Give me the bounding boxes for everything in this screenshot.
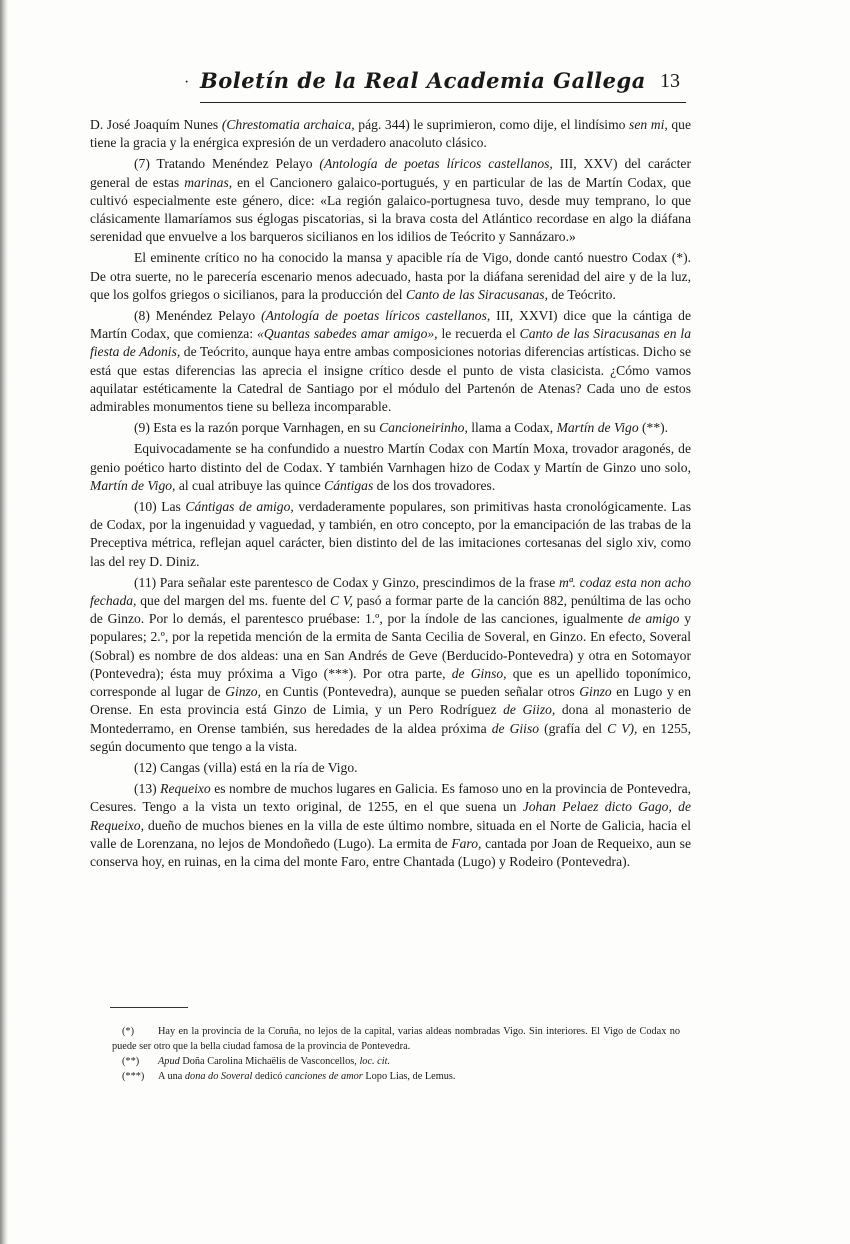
paragraph xyxy=(90,759,691,777)
paragraph xyxy=(90,249,691,304)
text-run: en Lugo y en Orense. En esta provincia está Ginzo de Limia, y un Pero Rodríguez xyxy=(90,684,691,718)
text-run: Doña Carolina Michaëlis de Vasconcellos, xyxy=(179,1056,360,1067)
paragraph xyxy=(90,440,691,495)
text-run: pasó a formar parte de la canción 882, penúltima de las ocho de Ginzo. Por lo demás, el parentesco pruébase: 1.º, por la índole de las canciones, igualmente xyxy=(90,593,691,627)
paragraph xyxy=(90,307,691,416)
text-run: dona al monasterio de Montederramo, en Orense también, sus heredades de la aldea próxima xyxy=(90,702,692,736)
italic-text: Ginzo, xyxy=(225,684,262,700)
text-run: (8) Menéndez Pelayo xyxy=(134,308,262,324)
header-dot: · xyxy=(184,74,190,91)
text-run: cantada por Joan de Requeixo, aun se conserva hoy, en ruinas, en la cima del monte Faro, entre Chantada (Lugo) y Rodeiro (Pontevedra). xyxy=(90,835,691,869)
text-run: en el Cancionero galaico-portugués, y en particular de las de Martín Codax, que cultivó especialmente este género, dice: «La región galaico-portugnesa tuvo, desde muy temprano, lo que clásicamente llamaríamos sus églogas piscatorias, si la brava costa del Atlántico recordase en algo la diáfana serenidad que envuelve a los barqueros sicilianos en los idilios de Teócrito y Sannázaro.» xyxy=(90,174,691,245)
italic-text: marinas, xyxy=(184,174,233,190)
text-run: (grafía del xyxy=(539,720,608,736)
footnote-rule xyxy=(110,1007,188,1008)
text-run: Equivocadamente se ha confundido a nuestro Martín Codax con Martín Moxa, trovador aragonés, de genio poético harto distinto del de Codax. Y también Varnhagen hizo de Codax y Martín de Ginzo uno solo, xyxy=(90,441,691,475)
text-run: le recuerda el xyxy=(437,326,520,342)
italic-text: Faro, xyxy=(451,835,482,851)
italic-text: Martín de Vigo xyxy=(556,420,639,436)
italic-text: de Giizo, xyxy=(503,702,556,718)
footnote xyxy=(112,1054,680,1069)
text-run: de Teócrito, aunque haya entre ambas composiciones notorias diferencias artísticas. Dicho se está que estas diferencias las aprecia el insigne crítico desde el punto de vista clasicista. ¿Cómo vamos aquilatar estéticamente la Catedral de Santiago por el módulo del Partenón de Atenas? Cada uno de estos admirables monumentos tiene su belleza incomparable. xyxy=(90,344,691,415)
journal-title: Boletín de la Real Academia Gallega xyxy=(200,68,646,93)
italic-text: (Antología de poetas líricos castellanos, xyxy=(319,156,553,172)
text-run: verdaderamente populares, son primitivas hasta cronológicamente. Las de Codax, por la ingenuidad y vaguedad, y también, en otro concepto, por la emancipación de las trabas de la Preceptiva métrica, reflejan aquel carácter, bien distinto del de las imitaciones cortesanas del siglo xiv, como las del rey D. Diniz. xyxy=(90,499,691,569)
paragraph xyxy=(90,116,691,152)
italic-text: sen mi, xyxy=(629,117,668,132)
footnote xyxy=(112,1024,680,1054)
italic-text: loc. cit. xyxy=(359,1056,391,1067)
italic-text: (Antología de poetas líricos castellanos, xyxy=(261,308,491,324)
italic-text: Cántigas xyxy=(324,477,374,493)
text-run: que tiene la gracia y la enérgica expresión de un verdadero anacoluto clásico. xyxy=(90,117,691,151)
footnotes xyxy=(112,1024,680,1084)
text-run: III, XXV) del carácter general de estas xyxy=(90,156,691,190)
text-run: al cual atribuye las quince xyxy=(175,477,325,493)
italic-text: (Chrestomatia archaica, xyxy=(221,117,355,132)
text-run: en 1255, según documento que tengo a la vista. xyxy=(90,720,692,754)
text-run: Lopo Lias, de Lemus. xyxy=(362,1071,456,1082)
footnote-mark: (*) xyxy=(122,1026,135,1037)
paragraph xyxy=(90,574,691,756)
text-run: El eminente crítico no ha conocido la mansa y apacible ría de Vigo, donde cantó nuestro Codax (*). De otra suerte, no le parecería escenario menos adecuado, hasta por la diáfana serenidad del aire y de la luz, que los golfos griegos o sicilianos, para la producción del xyxy=(90,250,691,302)
paragraph xyxy=(90,498,691,571)
italic-text: Canto de las Siracusanas en la fiesta de Adonis, xyxy=(90,326,691,360)
italic-text: «Quantas sabedes amar amigo», xyxy=(257,326,438,342)
footnote xyxy=(112,1069,680,1084)
footnote-mark: (***) xyxy=(122,1071,145,1082)
italic-text: Ginzo xyxy=(579,684,612,700)
italic-text: Canto de las Siracusanas, xyxy=(405,286,548,302)
body-text xyxy=(90,116,691,871)
italic-text: Martín de Vigo, xyxy=(90,477,176,493)
text-run: (9) Esta es la razón porque Varnhagen, en su xyxy=(134,420,380,436)
text-run: (7) Tratando Menéndez Pelayo xyxy=(134,156,320,172)
text-run: dueño de muchos bienes en la villa de este último nombre, situada en el Norte de Galicia, hacia el valle de Lorenzana, no lejos de Mondoñedo (Lugo). La ermita de xyxy=(90,817,691,851)
text-run: A una xyxy=(158,1071,185,1082)
text-run: llama a Codax, xyxy=(467,420,557,436)
italic-text: de Giiso xyxy=(491,720,540,736)
footnote-mark: (**) xyxy=(122,1056,140,1067)
text-run: y populares; 2.º, por la repetida mención de la ermita de Santa Cecilia de Soveral, en Ginzo. En efecto, Soveral (Sobral) es nombre de dos aldeas: una en San Andrés de Geve (Berducido-Pontevedra) y otra en Sotomayor (Pontevedra); ésta muy próxima a Vigo (***). Por otra parte, xyxy=(90,611,691,681)
text-run: pág. 344) le suprimieron, como dije, el lindísimo xyxy=(354,117,630,132)
text-run: III, XXVI) dice que la cántiga de Martín Codax, que comienza: xyxy=(90,308,691,342)
text-run: (10) Las xyxy=(134,499,186,515)
text-run: que es un apellido toponímico, corresponde al lugar de xyxy=(90,665,692,700)
text-run: dedicó xyxy=(252,1071,285,1082)
running-header xyxy=(184,66,686,103)
text-run: de los dos trovadores. xyxy=(373,477,496,493)
italic-text: dona do Soveral xyxy=(184,1071,253,1082)
text-run: D. José Joaquím Nunes xyxy=(90,117,222,132)
page-number: 13 xyxy=(660,70,680,92)
italic-text: C V, xyxy=(330,593,353,609)
italic-text: Apud xyxy=(158,1056,180,1067)
text-run: que del margen del ms. fuente del xyxy=(136,593,331,609)
italic-text: canciones de amor xyxy=(285,1071,363,1082)
text-run: es nombre de muchos lugares en Galicia. Es famoso uno en la provincia de Pontevedra, Cesures. Tengo a la vista un texto original, de 1255, en el que suena un xyxy=(90,781,691,815)
paragraph xyxy=(90,780,691,871)
italic-text: mª. codaz esta non acho fechada, xyxy=(90,574,691,609)
text-run: (12) Cangas (villa) está en la ría de Vigo. xyxy=(134,759,358,775)
italic-text: C V), xyxy=(607,720,638,736)
text-run: de Teócrito. xyxy=(547,286,616,302)
italic-text: Cántigas de amigo, xyxy=(185,499,294,515)
text-run: (**). xyxy=(638,420,669,436)
italic-text: Cancioneirinho, xyxy=(379,420,468,436)
italic-text: Requeixo xyxy=(160,781,211,797)
text-run: Hay en la provincia de la Coruña, no lejos de la capital, varias aldeas nombradas Vigo. Sin interiores. El Vigo de Codax no puede ser otro que la bella ciudad famosa de la provincia de Pontevedra. xyxy=(112,1026,680,1052)
text-run: (11) Para señalar este parentesco de Codax y Ginzo, prescindimos de la frase xyxy=(134,574,559,590)
page-edge xyxy=(0,0,8,1244)
text-run: en Cuntis (Pontevedra), aunque se pueden señalar otros xyxy=(261,684,580,700)
italic-text: de Ginso, xyxy=(451,665,507,681)
paragraph xyxy=(90,155,691,246)
italic-text: Johan Pelaez dicto Gago, de Requeixo, xyxy=(90,799,692,833)
italic-text: de amigo xyxy=(627,611,680,627)
text-run: (13) xyxy=(134,781,161,797)
paragraph xyxy=(90,419,691,437)
